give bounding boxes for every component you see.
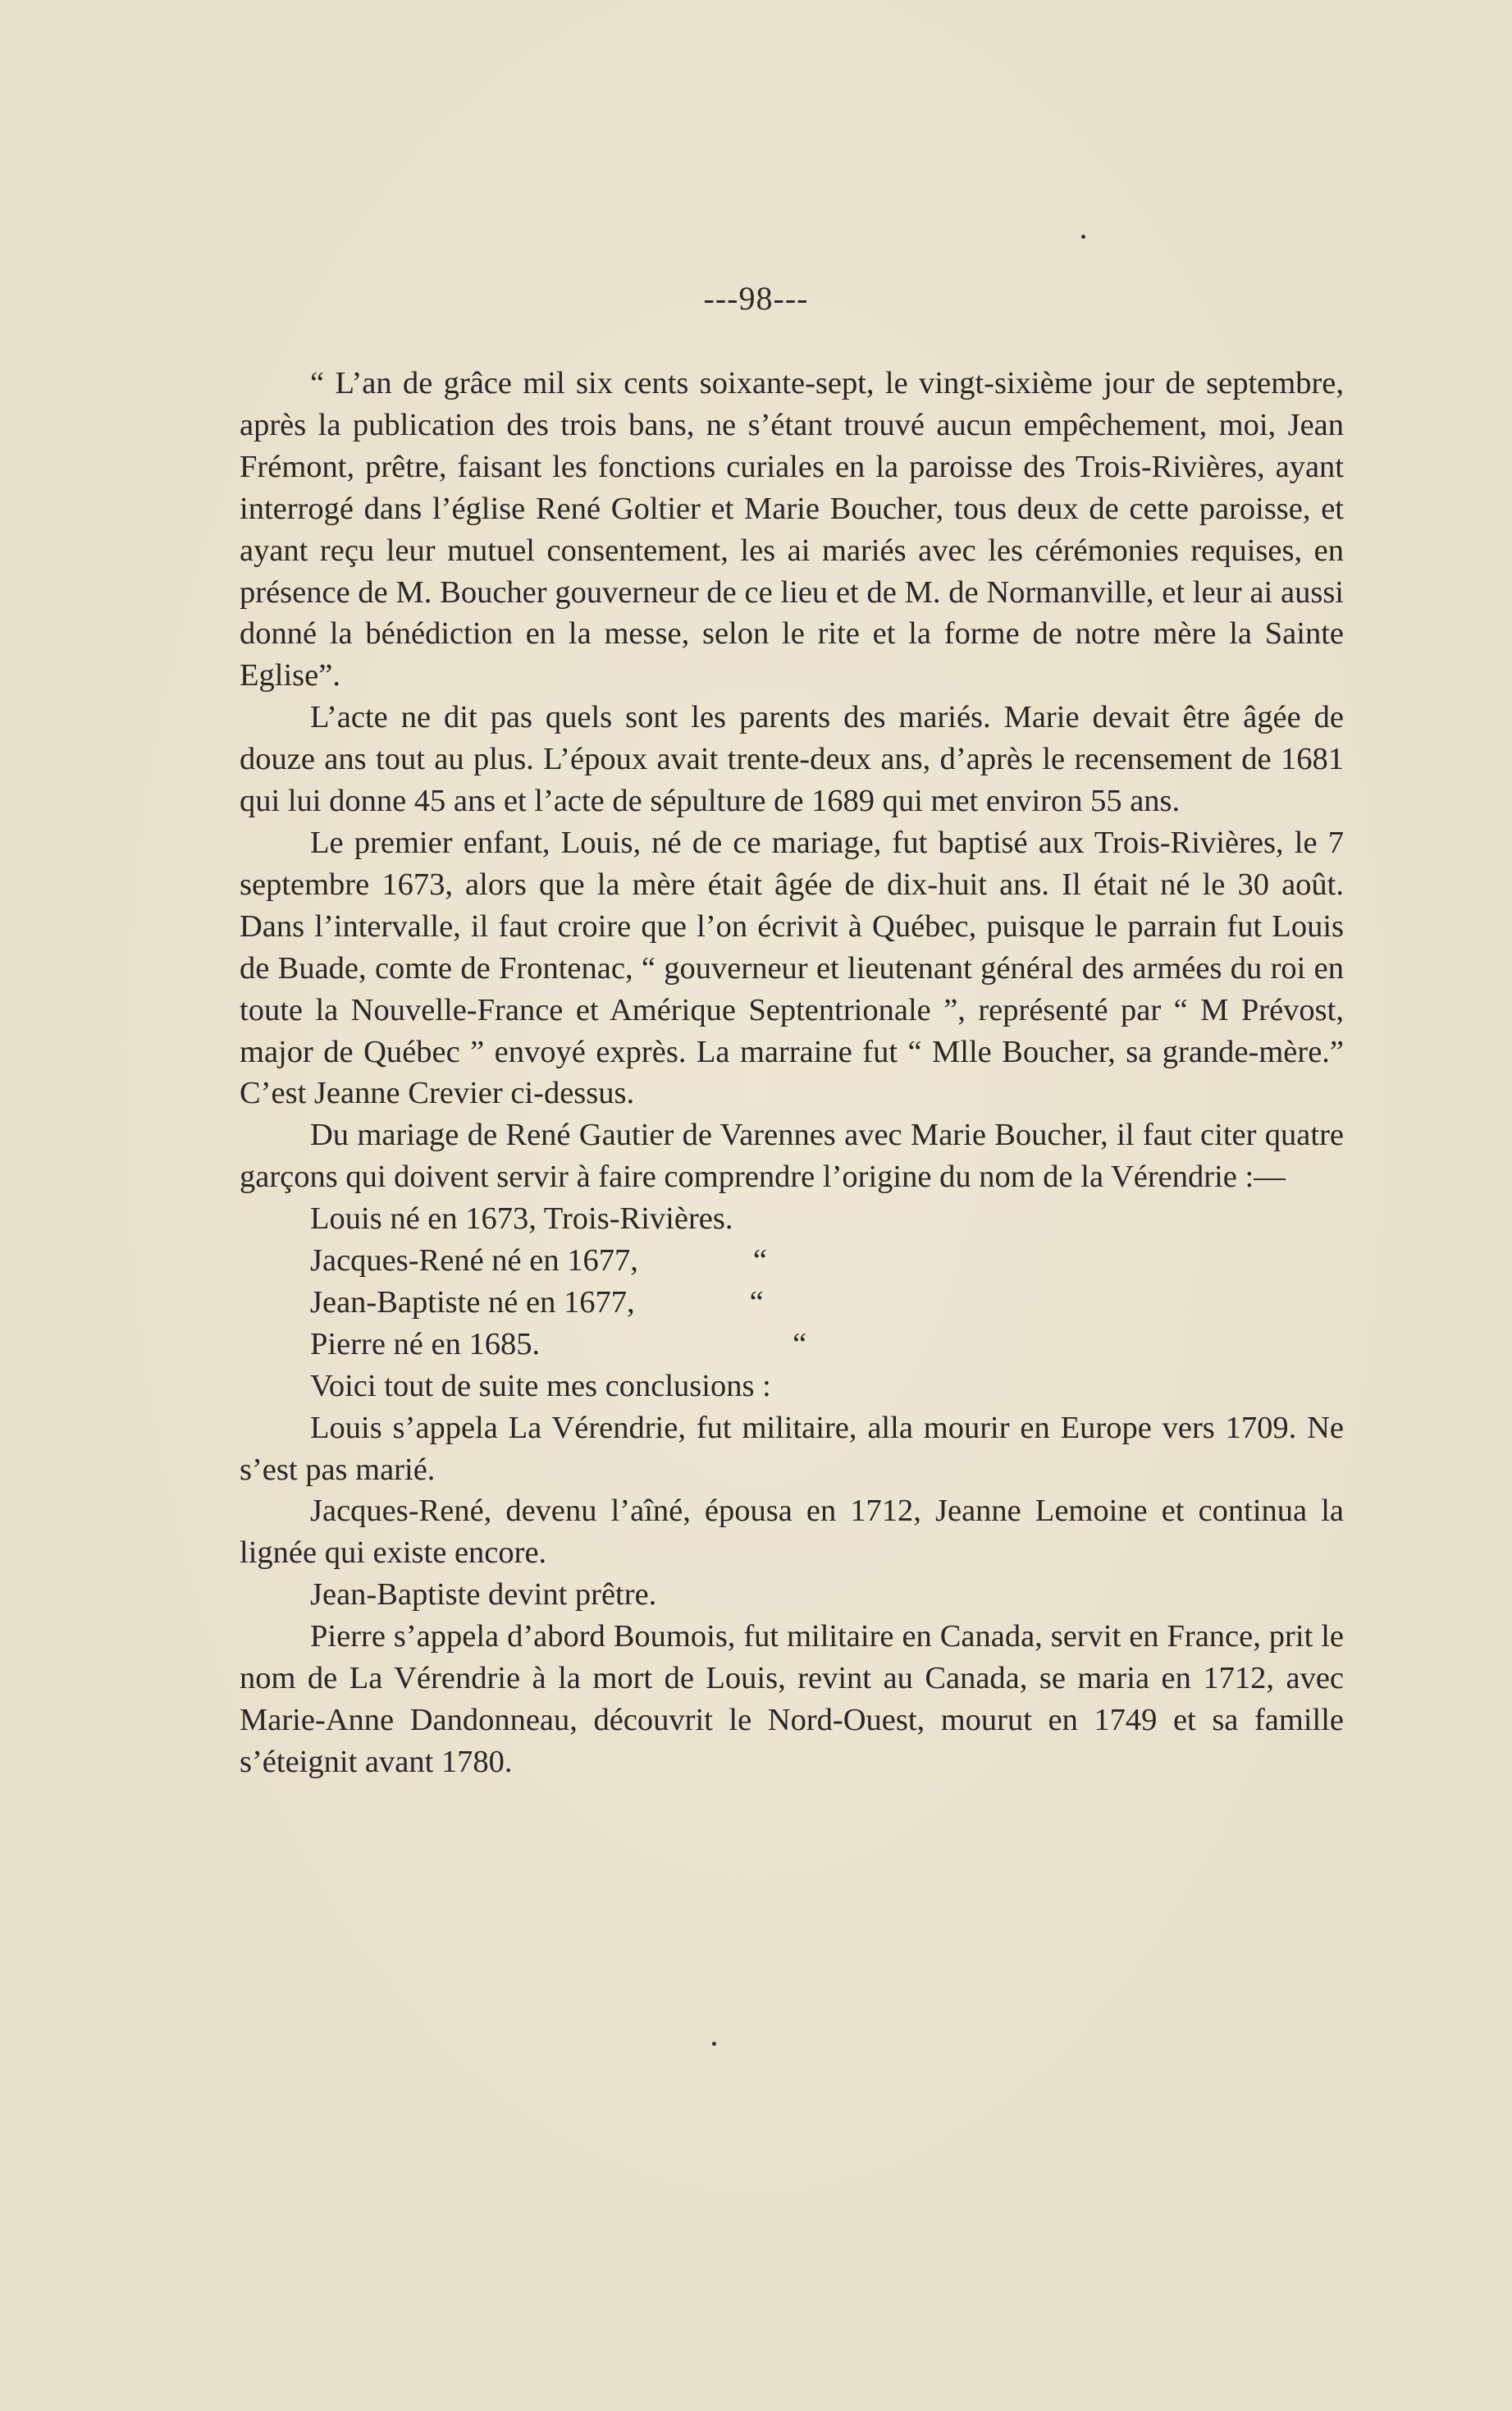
son-entry-text: Jean-Baptiste né en 1677, <box>310 1284 635 1320</box>
conclusion-pierre: Pierre s’appela d’abord Boumois, fut militaire en Canada, servit en France, prit le nom de La Vérendrie à la mort de Louis, revint au Canada, se maria en 1712, avec Marie-Anne Dandonneau, découvrit le Nord-Ouest, mourut en 1749 et sa famille s’éteignit avant 1780. <box>240 1619 1344 1779</box>
ink-speck <box>712 2042 716 2046</box>
ditto-mark: “ <box>749 1284 764 1320</box>
son-entry-pierre <box>240 1324 1344 1366</box>
son-entry-jean-baptiste <box>240 1282 1344 1324</box>
conclusions-intro: Voici tout de suite mes conclusions : <box>310 1368 771 1403</box>
conclusion-jacques-rene: Jacques-René, devenu l’aîné, épousa en 1712, Jeanne Lemoine et continua la lignée qui existe encore. <box>240 1494 1344 1571</box>
conclusion-louis: Louis s’appela La Vérendrie, fut militaire, alla mourir en Europe vers 1709. Ne s’est pas marié. <box>240 1410 1344 1487</box>
paragraph-four-sons: Du mariage de René Gautier de Varennes avec Marie Boucher, il faut citer quatre garçons qui doivent servir à faire comprendre l’origine du nom de la Vérendrie :— <box>240 1118 1344 1195</box>
paragraph-marriage-act: “ L’an de grâce mil six cents soixante-sept, le vingt-sixième jour de septembre, après la publication des trois bans, ne s’étant trouvé aucun empêchement, moi, Jean Frémont, prêtre, faisant les fonctions curiales en la paroisse des Trois-Rivières, ayant interrogé dans l’église René Goltier et Marie Boucher, tous deux de cette paroisse, et ayant reçu leur mutuel consentement, les ai mariés avec les cérémonies requises, en présence de M. Boucher gouverneur de ce lieu et de M. de Normanville, et leur ai aussi donné la bénédiction en la messe, selon le rite et la forme de notre mère la Sainte Eglise”. <box>240 366 1344 693</box>
ink-speck <box>1081 235 1085 239</box>
son-entry-jacques-rene <box>240 1240 1344 1282</box>
body-text <box>240 363 1344 1783</box>
conclusion-jean-baptiste: Jean-Baptiste devint prêtre. <box>310 1577 657 1613</box>
son-entry-louis <box>240 1198 1344 1240</box>
son-entry-text: Jacques-René né en 1677, <box>310 1243 638 1279</box>
ditto-mark: “ <box>793 1326 807 1361</box>
ditto-mark: “ <box>752 1243 767 1279</box>
page-number: ---98--- <box>703 280 809 317</box>
paragraph-first-child: Le premier enfant, Louis, né de ce mariage, fut baptisé aux Trois-Rivières, le 7 septembre 1673, alors que la mère était âgée de dix-huit ans. Il était né le 30 août. Dans l’intervalle, il faut croire que l’on écrivit à Québec, puisque le parrain fut Louis de Buade, comte de Frontenac, “ gouverneur et lieutenant général des armées du roi en toute la Nouvelle-France et Amérique Septentrionale ”, représenté par “ M Prévost, major de Québec ” envoyé exprès. La marraine fut “ Mlle Boucher, sa grande-mère.” C’est Jeanne Crevier ci-dessus. <box>240 825 1344 1111</box>
son-entry-text: Louis né en 1673, Trois-Rivières. <box>310 1201 733 1237</box>
paragraph-act-note: L’acte ne dit pas quels sont les parents des mariés. Marie devait être âgée de douze ans tout au plus. L’époux avait trente-deux ans, d’après le recensement de 1681 qui lui donne 45 ans et l’acte de sépulture de 1689 qui met environ 55 ans. <box>240 700 1344 819</box>
son-entry-text: Pierre né en 1685. <box>310 1326 541 1361</box>
